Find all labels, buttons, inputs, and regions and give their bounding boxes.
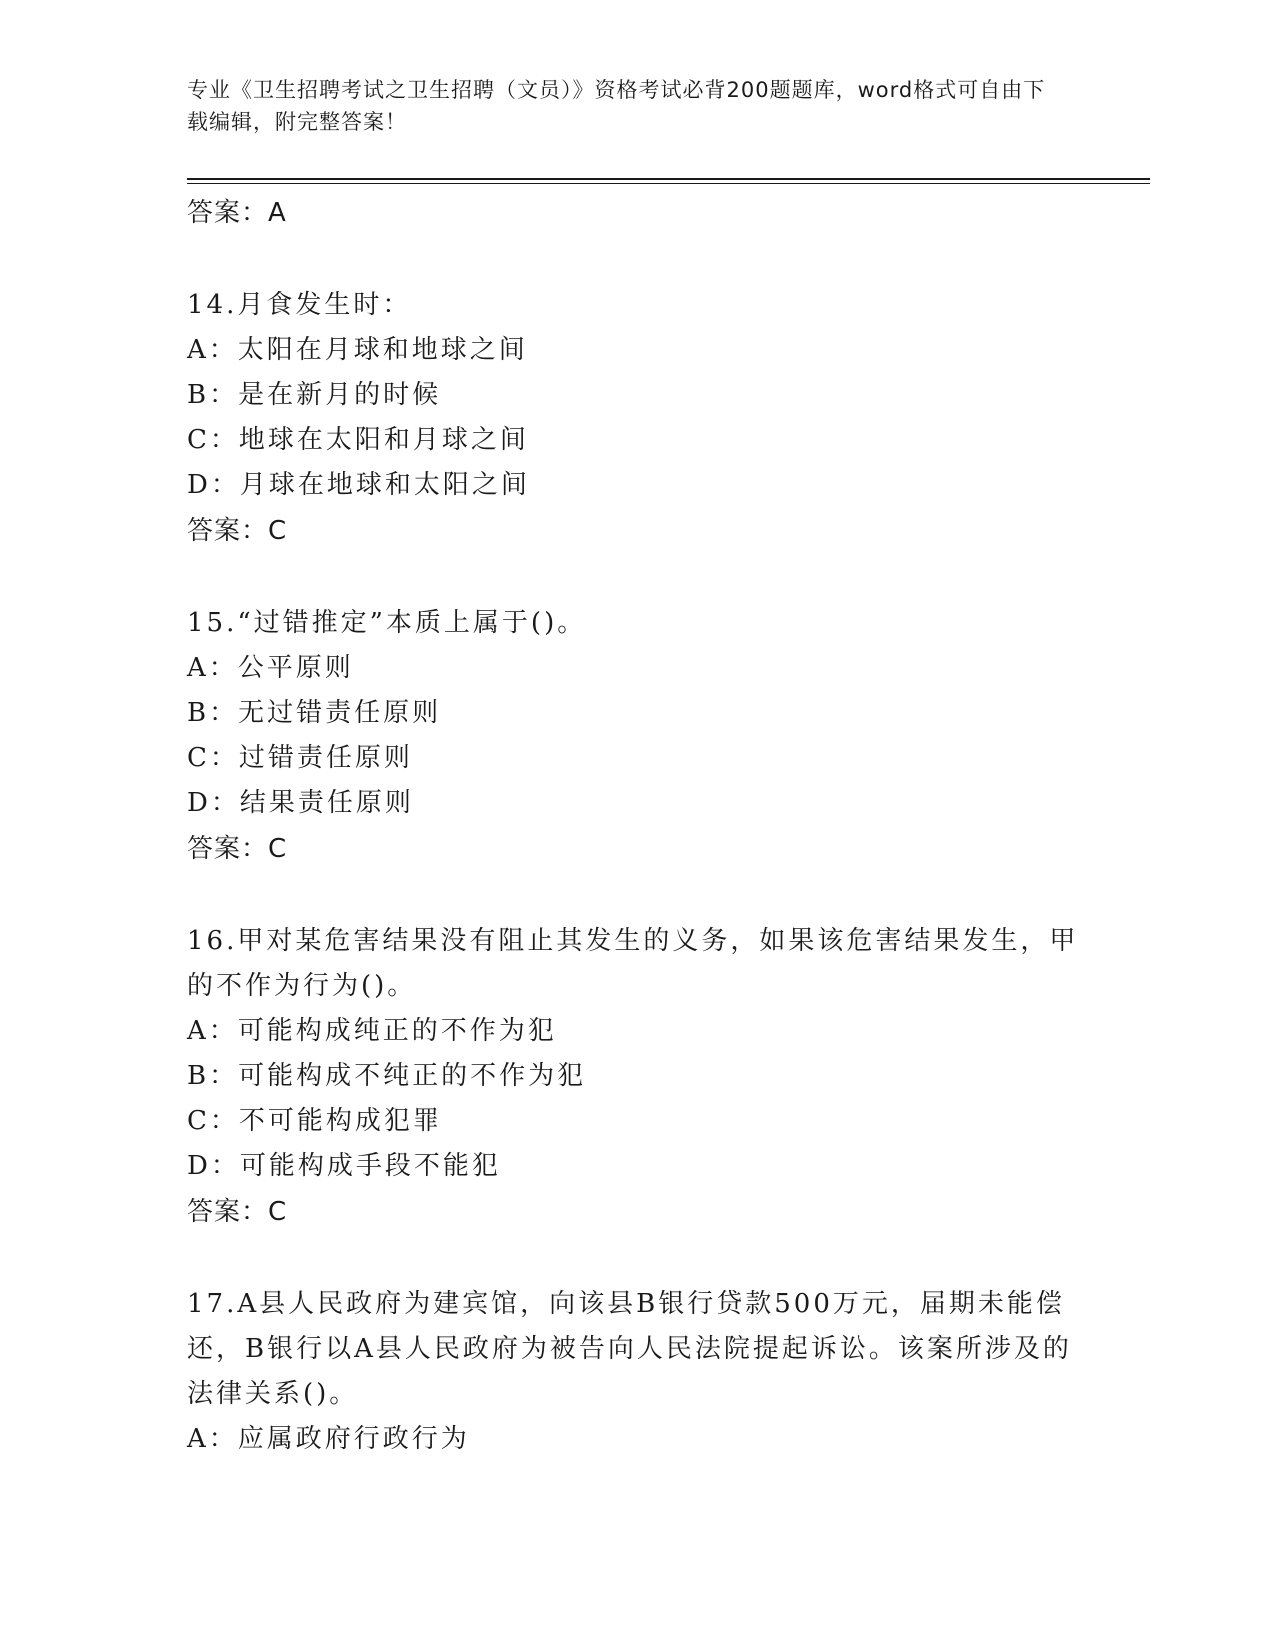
header-rule-thin — [187, 183, 1150, 184]
question-text: 15.“过错推定”本质上属于()。 — [187, 608, 587, 638]
option-b: B：是在新月的时候 — [187, 380, 442, 410]
spacer — [187, 554, 1087, 601]
option-d: D：结果责任原则 — [187, 788, 414, 818]
option-a: A：太阳在月球和地球之间 — [187, 335, 528, 365]
question-14 — [187, 283, 1087, 554]
option-b: B：可能构成不纯正的不作为犯 — [187, 1061, 587, 1091]
question-list — [187, 190, 1087, 1462]
question-text: 16.甲对某危害结果没有阻止其发生的义务，如果该危害结果发生，甲的不作为行为()。 — [187, 926, 1079, 1001]
option-c: C：地球在太阳和月球之间 — [187, 425, 529, 455]
question-text: 17.A县人民政府为建宾馆，向该县B银行贷款500万元，届期未能偿还，B银行以A县人民政府为被告向人民法院提起诉讼。该案所涉及的法律关系()。 — [187, 1289, 1072, 1409]
question-text: 14.月食发生时： — [187, 290, 412, 320]
option-c: C：过错责任原则 — [187, 743, 413, 773]
option-a: A：可能构成纯正的不作为犯 — [187, 1016, 557, 1046]
spacer — [187, 872, 1087, 919]
answer: 答案：C — [187, 1197, 288, 1227]
question-17 — [187, 1282, 1087, 1462]
answer: 答案：C — [187, 834, 288, 864]
question-16 — [187, 919, 1087, 1235]
question-15 — [187, 601, 1087, 872]
option-a: A：应属政府行政行为 — [187, 1424, 470, 1454]
option-b: B：无过错责任原则 — [187, 698, 442, 728]
answer: 答案：C — [187, 516, 288, 546]
spacer — [187, 236, 1087, 283]
header-rule-thick — [187, 178, 1150, 180]
document-header: 专业《卫生招聘考试之卫生招聘（文员）》资格考试必背200题题库，word格式可自由下载编辑，附完整答案！ — [187, 78, 1046, 134]
option-a: A：公平原则 — [187, 653, 354, 683]
spacer — [187, 1235, 1087, 1282]
option-d: D：可能构成手段不能犯 — [187, 1151, 501, 1181]
answer-prev: 答案：A — [187, 198, 287, 228]
option-c: C：不可能构成犯罪 — [187, 1106, 442, 1136]
option-d: D：月球在地球和太阳之间 — [187, 470, 530, 500]
